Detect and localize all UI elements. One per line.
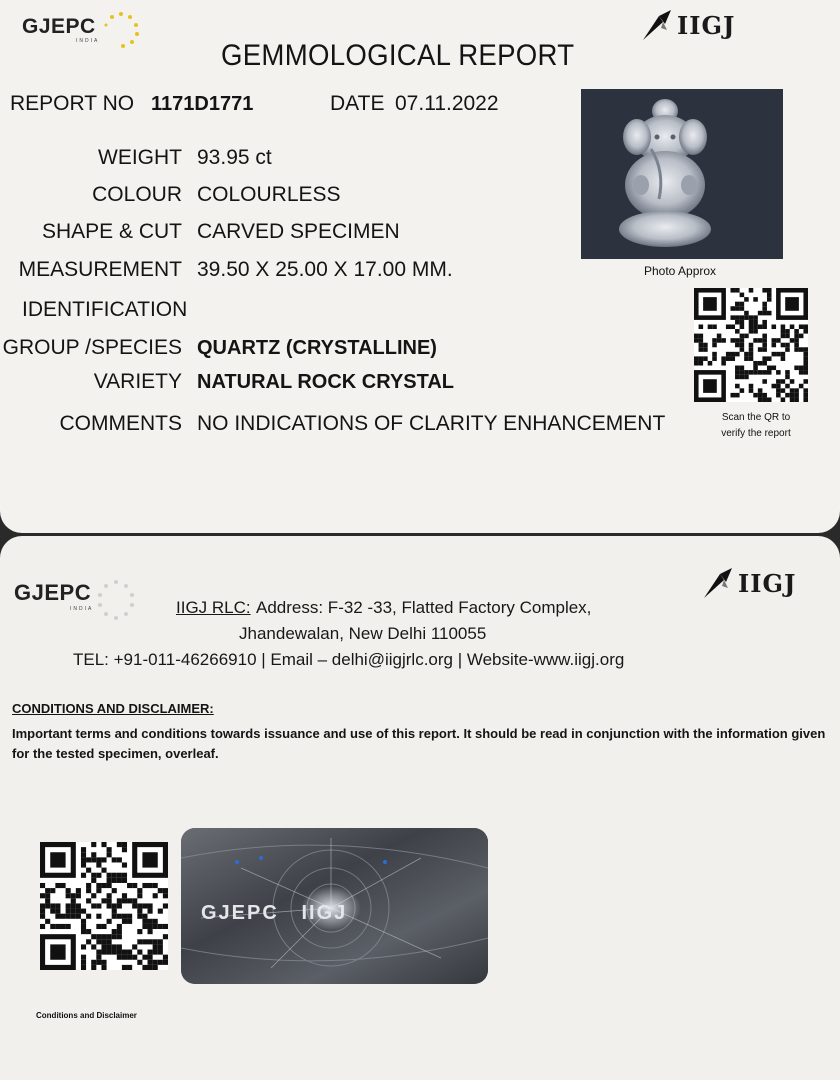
conditions-title: CONDITIONS AND DISCLAIMER: — [12, 701, 214, 716]
qr-caption-line1: Scan the QR to — [721, 412, 791, 423]
photo-caption: Photo Approx — [644, 264, 717, 278]
gjepc-logo-back-text: GJEPC — [14, 580, 92, 605]
contact-line: TEL: +91-011-46266910 | Email – delhi@iigjrlc.org | Website-www.iigj.org — [73, 650, 625, 669]
conditions-qr-code[interactable] — [40, 842, 168, 970]
star-circle-icon — [98, 10, 144, 50]
group-species-value: QUARTZ (CRYSTALLINE) — [197, 337, 437, 359]
iigj-logo-text: IIGJ — [677, 10, 736, 40]
colour-label: COLOUR — [92, 183, 182, 206]
qr-code-icon — [40, 842, 168, 970]
report-no-value: 1171D1771 — [151, 93, 254, 115]
hologram-text: GJEPC IIGJ — [201, 902, 348, 924]
conditions-body: Important terms and conditions towards issuance and use of this report. It should be read in conjunction with the information given for the tested specimen, overleaf. — [12, 726, 826, 762]
comments-value: NO INDICATIONS OF CLARITY ENHANCEMENT — [197, 412, 666, 435]
address-line1: Address: F-32 -33, Flatted Factory Complex, — [256, 598, 592, 617]
comments-label: COMMENTS — [59, 412, 182, 435]
colour-value: COLOURLESS — [197, 183, 341, 206]
star-circle-icon — [93, 576, 139, 624]
conditions-qr-caption: Conditions and Disclaimer — [36, 1011, 137, 1020]
arrow-emblem-icon — [641, 8, 677, 42]
variety-label: VARIETY — [93, 370, 182, 393]
gjepc-logo-text: GJEPC — [22, 15, 96, 38]
shape-cut-value: CARVED SPECIMEN — [197, 220, 400, 243]
report-front-card — [0, 0, 840, 533]
measurement-label: MEASUREMENT — [18, 258, 182, 281]
gjepc-logo-subtext: INDIA — [76, 38, 100, 44]
iigj-logo-back-text: IIGJ — [738, 568, 797, 598]
weight-label: WEIGHT — [98, 146, 182, 169]
verify-qr-code[interactable] — [694, 288, 808, 402]
measurement-value: 39.50 X 25.00 X 17.00 MM. — [197, 258, 453, 281]
arrow-emblem-icon — [702, 566, 738, 600]
address-label: IIGJ RLC: — [176, 598, 251, 617]
report-title: GEMMOLOGICAL REPORT — [221, 39, 575, 72]
qr-code-icon — [694, 288, 808, 402]
shape-cut-label: SHAPE & CUT — [41, 220, 182, 243]
qr-caption — [712, 410, 800, 441]
hologram-sticker — [181, 828, 488, 984]
iigj-logo — [641, 8, 735, 42]
group-species-label: GROUP /SPECIES — [2, 336, 182, 359]
gjepc-logo — [22, 16, 144, 50]
qr-caption-line2: verify the report — [721, 427, 791, 439]
address-line2: Jhandewalan, New Delhi 110055 — [239, 624, 487, 643]
iigj-logo-back — [702, 566, 796, 600]
specimen-photo — [581, 89, 783, 259]
variety-value: NATURAL ROCK CRYSTAL — [197, 371, 455, 393]
gjepc-logo-back-subtext: INDIA — [70, 606, 94, 612]
date-label: DATE — [330, 92, 385, 115]
gjepc-logo-back — [14, 582, 139, 624]
weight-value: 93.95 ct — [197, 146, 272, 169]
carved-crystal-image — [581, 89, 783, 259]
report-no-label: REPORT NO — [10, 92, 135, 115]
identification-label: IDENTIFICATION — [22, 298, 188, 321]
date-value: 07.11.2022 — [395, 92, 499, 115]
